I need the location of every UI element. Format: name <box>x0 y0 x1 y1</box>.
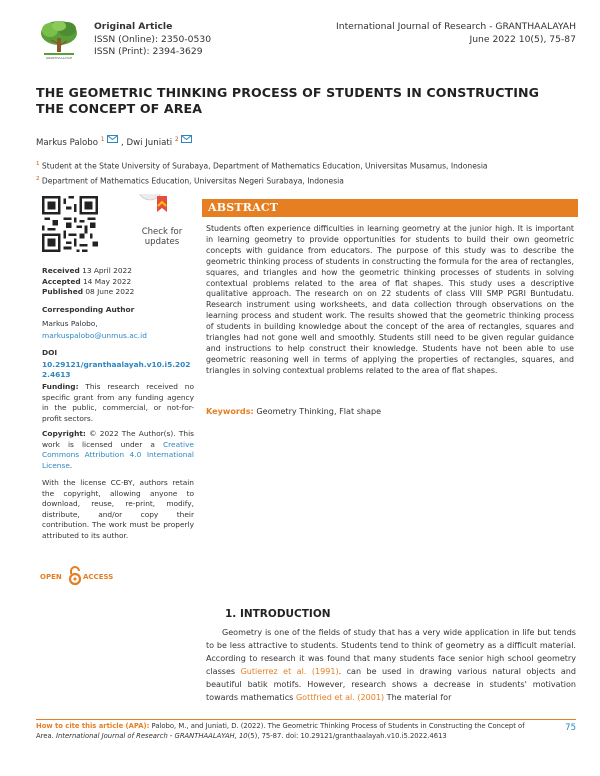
journal-issue: June 2022 10(5), 75-87 <box>469 33 576 45</box>
updates-label: updates <box>144 237 180 247</box>
corresponding-author: Corresponding Author Markus Palobo, markuspalobo@unmus.ac.id <box>42 305 194 342</box>
check-for-updates-badge[interactable] <box>132 194 192 250</box>
introduction-text: Geometry is one of the fields of study that has a very wide application in life but tends to be less attractive to students. Students tend to think of geometry as a difficult material. According to research it was found that many students face senior high school geometry classes Gutierrez et al. (1991). can be used in drawing various natural objects and beautiful batik motifs. However, research shows a decrease in students' motivation towards mathematics Gottfried et al. (2001) The material for <box>206 628 576 703</box>
doi-block: DOI 10.29121/granthaalayah.v10.i5.2022.4613 <box>42 348 194 381</box>
copyright-block: Copyright: © 2022 The Author(s). This work is licensed under a Creative Commons Attribution 4.0 International License. <box>42 429 194 470</box>
author-name: Markus Palobo <box>36 137 99 148</box>
affiliation-item: $^1$ Student at the State University of Surabaya, Department of Mathematics Education, Universitas Musamus, Indonesia <box>36 161 488 171</box>
svg-text:GRANTHAALAYAH: GRANTHAALAYAH <box>45 56 73 60</box>
article-dates: Received 13 April 2022 Accepted 14 May 2022 Published 08 June 2022 <box>42 266 135 297</box>
open-lock-icon <box>70 567 80 584</box>
affiliations <box>36 158 488 187</box>
article-title: THE GEOMETRIC THINKING PROCESS OF STUDENTS IN CONSTRUCTING THE CONCEPT OF AREA <box>36 85 540 116</box>
abstract-text: Students often experience difficulties in learning geometry at the junior high. It is important in learning geometry to provide opportunities for students to build their own geometric concepts with guidance from educators. The purpose of this study was to describe the geometric thinking process of students in constructing the formula for the area of rectangles, squares, and triangles and how the geometric thinking processes of students in solving contextual problems related to the area of flat shapes. This study uses a descriptive qualitative approach. The research on on 22 students of class VIII SMP PGRI Buntudatu. Research instrument using worksheets, and data collection through observations on the learning process and student work. The results showed that the geometric thinking process of students in building knowledge about the concept of the area of rectangles, squares and triangles had not gone well and smoothly. Students still need to be given regular guidance and instructions to help construct their knowledge. Students have not been able to use geometric reasoning well in terms of applying the properties of rectangles, squares, and triangles in solving contextual problems related to the area of flat shapes. <box>206 224 574 375</box>
footer-divider <box>36 719 576 720</box>
email-icon[interactable] <box>181 135 192 143</box>
open-access-access: ACCESS <box>83 573 114 581</box>
journal-name: International Journal of Research - GRANTHAALAYAH <box>336 21 576 32</box>
doi-link[interactable]: 10.29121/granthaalayah.v10.i5.2022.4613 <box>42 359 191 380</box>
issn-online: ISSN (Online): 2350-0530 <box>94 33 212 45</box>
abstract-heading: ABSTRACT <box>202 199 578 217</box>
license-link[interactable]: Creative Commons Attribution 4.0 International License <box>42 439 194 470</box>
keywords: Keywords: Geometry Thinking, Flat shape <box>206 406 382 416</box>
qr-code-icon <box>42 196 98 252</box>
funding-block: Funding: This research received no specific grant from any funding agency in the public, commercial, or not-for-profit sectors. <box>42 382 194 423</box>
email-icon[interactable] <box>107 135 118 143</box>
article-type: Original Article <box>94 21 173 32</box>
corresponding-email[interactable]: markuspalobo@unmus.ac.id <box>42 331 147 341</box>
affiliation-item: $^2$ Department of Mathematics Education, Universitas Negeri Surabaya, Indonesia <box>36 175 344 186</box>
introduction-heading: 1. INTRODUCTION <box>225 608 331 620</box>
open-access-logo <box>40 566 120 586</box>
corresponding-name: Markus Palobo, <box>42 318 98 328</box>
license-text: With the license CC-BY, authors retain the copyright, allowing anyone to download, reuse, re-print, modify, distribute, and/or copy their contribution. The work must be properly attributed to its author. <box>42 478 194 540</box>
check-for-label: Check for <box>141 227 183 237</box>
author-sup: 1 <box>100 136 105 143</box>
citation-link[interactable]: Gottfried et al. (2001) <box>295 693 385 703</box>
issn-print: ISSN (Print): 2394-3629 <box>94 46 203 57</box>
journal-logo-icon <box>36 18 82 60</box>
open-access-open: OPEN <box>40 573 62 581</box>
citation-footer: How to cite this article (APA): Palobo, M., and Juniati, D. (2022). The Geometric Thinking Process of Students in Constructing the Concept of Area. International Journal of Research - GRANTHAALAYAH, 10(5), 75-87. doi: 10.29121/granthaalayah.v10.i5.2022.4613 <box>36 722 525 740</box>
page-header <box>36 18 576 68</box>
author-sup: 2 <box>174 136 179 143</box>
author-list <box>36 136 192 148</box>
page-number: 75 <box>565 723 576 733</box>
author-name: , Dwi Juniati <box>121 137 173 148</box>
citation-link[interactable]: Gutierrez et al. (1991) <box>240 667 339 677</box>
